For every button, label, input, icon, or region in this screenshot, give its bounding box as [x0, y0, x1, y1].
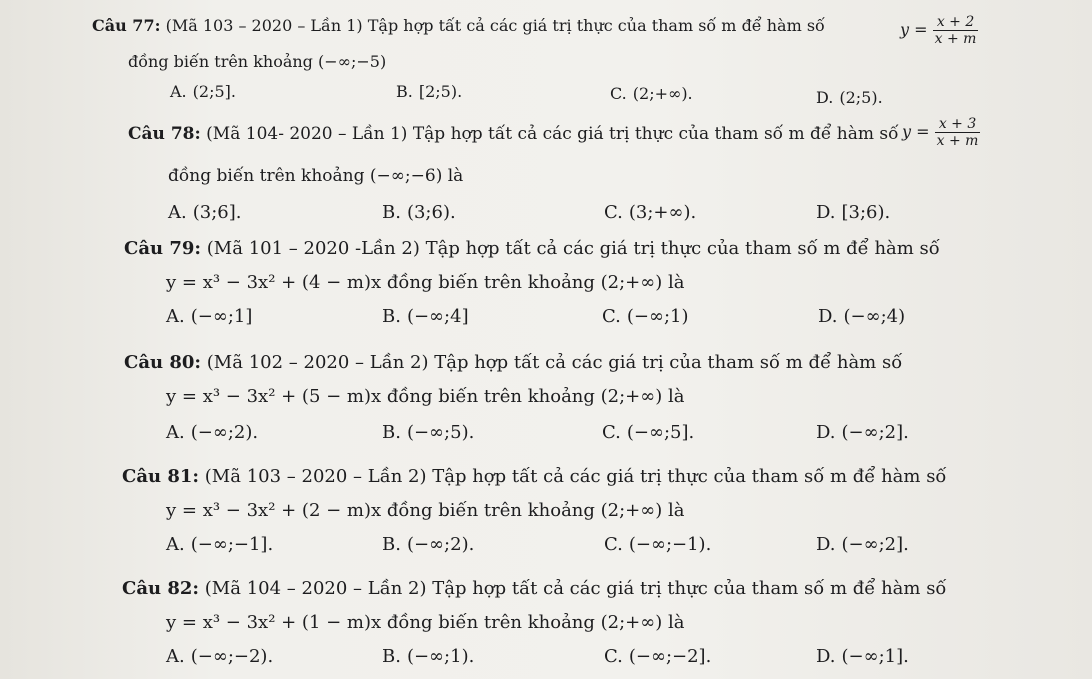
option-77-d[interactable]: D. (2;5). [816, 88, 883, 107]
question-82-number: Câu 82: [122, 578, 200, 599]
option-77-c[interactable]: C. (2;+∞). [610, 84, 693, 103]
option-81-a[interactable]: A. (−∞;−1]. [166, 534, 274, 555]
question-77-title: (Mã 103 – 2020 – Lần 1) Tập hợp tất cả các giá trị thực của tham số m để hàm số [165, 16, 825, 35]
option-81-b[interactable]: B. (−∞;2). [382, 534, 475, 555]
question-78-number: Câu 78: [128, 124, 201, 144]
question-78-title: (Mã 104- 2020 – Lần 1) Tập hợp tất cả các giá trị thực của tham số m để hàm số [206, 124, 899, 144]
question-81-title: (Mã 103 – 2020 – Lần 2) Tập hợp tất cả các giá trị thực của tham số m để hàm số [204, 466, 947, 487]
option-77-a[interactable]: A. (2;5]. [170, 82, 236, 101]
question-81-number: Câu 81: [122, 466, 200, 487]
option-81-d[interactable]: D. (−∞;2]. [816, 534, 909, 555]
option-81-c[interactable]: C. (−∞;−1). [604, 534, 712, 555]
option-80-b[interactable]: B. (−∞;5). [382, 422, 475, 443]
option-78-b[interactable]: B. (3;6). [382, 202, 456, 223]
question-77-denominator: x + m [934, 31, 977, 47]
option-79-c[interactable]: C. (−∞;1) [602, 306, 689, 327]
question-80-number: Câu 80: [124, 352, 202, 373]
question-80-continuation: y = x³ − 3x² + (5 − m)x đồng biến trên khoảng (2;+∞) là [166, 386, 685, 407]
option-77-b[interactable]: B. [2;5). [396, 82, 463, 101]
option-82-a[interactable]: A. (−∞;−2). [166, 646, 274, 667]
question-77-continuation: đồng biến trên khoảng (−∞;−5) [128, 52, 387, 71]
question-82-heading [122, 578, 946, 599]
option-78-c[interactable]: C. (3;+∞). [604, 202, 697, 223]
option-80-a[interactable]: A. (−∞;2). [166, 422, 259, 443]
question-82-continuation: y = x³ − 3x² + (1 − m)x đồng biến trên khoảng (2;+∞) là [166, 612, 685, 633]
question-78-numerator: x + 3 [935, 116, 981, 133]
option-82-c[interactable]: C. (−∞;−2]. [604, 646, 712, 667]
option-82-d[interactable]: D. (−∞;1]. [816, 646, 909, 667]
option-82-b[interactable]: B. (−∞;1). [382, 646, 475, 667]
question-81-heading [122, 466, 946, 487]
question-78-denominator: x + m [936, 133, 979, 149]
question-79-heading [124, 238, 940, 259]
question-77-number: Câu 77: [92, 16, 161, 35]
question-80-title: (Mã 102 – 2020 – Lần 2) Tập hợp tất cả các giá trị của tham số m để hàm số [206, 352, 903, 373]
question-77-heading [92, 16, 825, 35]
question-78-continuation: đồng biến trên khoảng (−∞;−6) là [168, 166, 464, 186]
option-78-a[interactable]: A. (3;6]. [168, 202, 242, 223]
option-78-d[interactable]: D. [3;6). [816, 202, 891, 223]
question-77-numerator: x + 2 [933, 14, 979, 31]
question-80-heading [124, 352, 902, 373]
option-80-d[interactable]: D. (−∞;2]. [816, 422, 909, 443]
option-80-c[interactable]: C. (−∞;5]. [602, 422, 695, 443]
question-79-title: (Mã 101 – 2020 -Lần 2) Tập hợp tất cả các giá trị thực của tham số m để hàm số [206, 238, 940, 259]
question-78-function: y = $\frac{x + 3}{x + m}$ [902, 116, 979, 149]
question-77-function: y = $\frac{x + 2}{x + m}$ [900, 14, 977, 47]
question-79-number: Câu 79: [124, 238, 202, 259]
question-78-heading [128, 124, 898, 144]
option-79-b[interactable]: B. (−∞;4] [382, 306, 469, 327]
option-79-a[interactable]: A. (−∞;1] [166, 306, 253, 327]
question-81-continuation: y = x³ − 3x² + (2 − m)x đồng biến trên khoảng (2;+∞) là [166, 500, 685, 521]
question-79-continuation: y = x³ − 3x² + (4 − m)x đồng biến trên khoảng (2;+∞) là [166, 272, 685, 293]
question-82-title: (Mã 104 – 2020 – Lần 2) Tập hợp tất cả các giá trị thực của tham số m để hàm số [204, 578, 947, 599]
option-79-d[interactable]: D. (−∞;4) [818, 306, 906, 327]
